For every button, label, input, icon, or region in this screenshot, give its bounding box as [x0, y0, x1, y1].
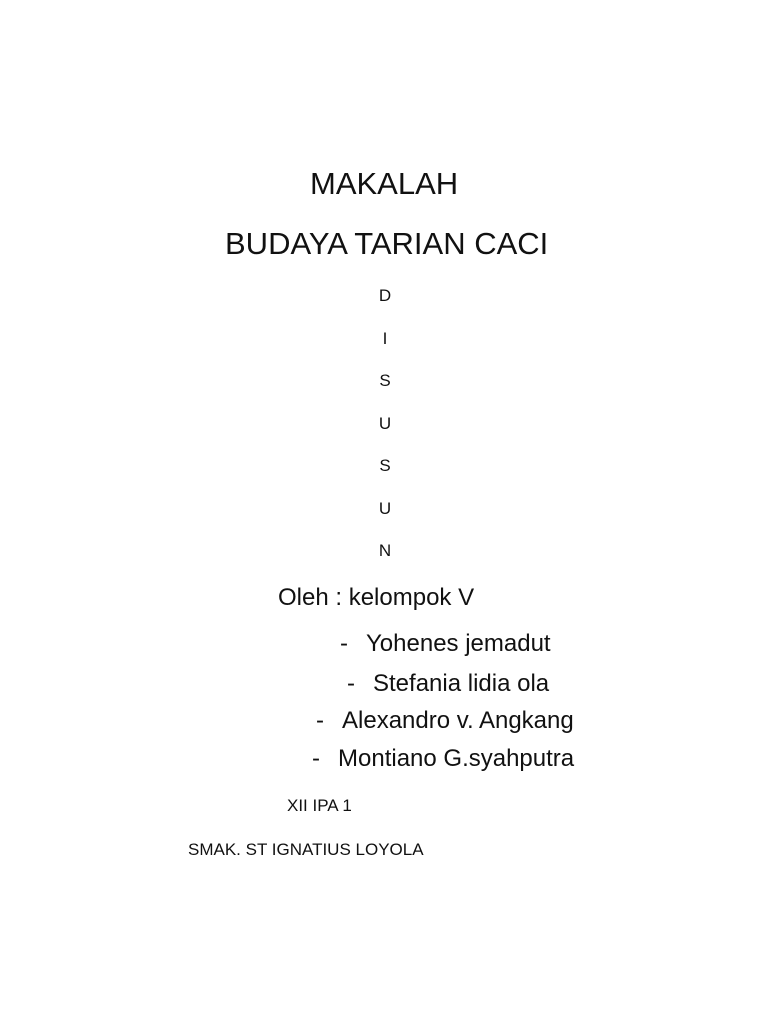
school-name: SMAK. ST IGNATIUS LOYOLA: [188, 840, 424, 859]
member-name: Yohenes jemadut: [366, 630, 551, 657]
bullet-dash: -: [347, 670, 355, 697]
member-item: [347, 670, 549, 698]
bullet-dash: -: [316, 707, 324, 734]
member-item: [340, 630, 551, 658]
vertical-disusun: [370, 283, 400, 581]
member-item: [312, 745, 574, 773]
bullet-dash: -: [312, 745, 320, 772]
vertical-letter: D: [378, 286, 392, 305]
member-name: Alexandro v. Angkang: [342, 707, 574, 734]
member-item: [316, 707, 574, 735]
author-intro: Oleh : kelompok V: [278, 584, 475, 611]
vertical-letter: S: [379, 371, 391, 390]
member-name: Montiano G.syahputra: [338, 745, 575, 772]
vertical-letter: U: [378, 498, 392, 518]
title-topic: BUDAYA TARIAN CACI: [225, 226, 549, 261]
vertical-letter: U: [378, 413, 392, 433]
class-name: XII IPA 1: [287, 796, 352, 815]
vertical-letter: S: [379, 456, 391, 475]
vertical-letter: N: [378, 541, 392, 560]
vertical-letter: I: [382, 328, 388, 348]
title-makalah: MAKALAH: [310, 166, 459, 201]
member-name: Stefania lidia ola: [373, 670, 550, 697]
bullet-dash: -: [340, 630, 348, 657]
